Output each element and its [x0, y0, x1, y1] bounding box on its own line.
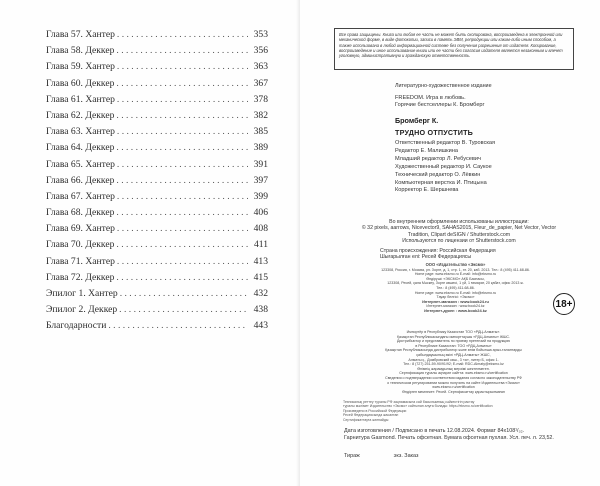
credit-line: Компьютерная верстка И. Птицына — [395, 179, 487, 186]
print-line-2: Гарнитура Gasmond. Печать офсетная. Бумага офсетная пухлая. Усл. печ. л. 23,52. — [344, 434, 554, 441]
distributor-line: в Республике Казахстан: ТОО «РДЦ-Алматы» — [415, 343, 492, 348]
toc-leader-dots — [116, 142, 248, 153]
toc-entry — [46, 239, 268, 255]
distributor-line: о техническом регулировании можно получить на сайте Издательства «Эксмо» — [387, 380, 520, 385]
distributor-line: Өнімнің жарамдылық мерзімі шектелмеген. — [417, 366, 490, 371]
order-label: экз. Заказ — [393, 453, 419, 459]
publisher-line: Home page: www.eksmo.ru E-mail: info@eksmo.ru — [414, 272, 497, 277]
toc-leader-dots — [117, 223, 248, 234]
toc-leader-dots — [119, 304, 248, 315]
toc-entry — [46, 61, 268, 77]
publisher-line: Home page: www.eksmo.ru E-mail: info@eksmo.ru — [414, 290, 497, 295]
toc-entry-page: 363 — [253, 61, 268, 73]
toc-leader-dots — [117, 94, 248, 105]
publisher-line: Өндіруші: «ЭКСМО» АҚБ Баспасы, — [426, 276, 485, 281]
publisher-line: Тауар белгісі: «Эксмо» — [436, 295, 475, 300]
distributor-line: қабылдаушының өкілі «РДЦ-Алматы» ЖШС, — [416, 352, 491, 357]
toc-leader-dots — [116, 207, 248, 218]
distributor-line: www.eksmo.ru/certification — [432, 385, 475, 390]
toc-leader-dots — [116, 78, 248, 89]
toc-leader-dots — [117, 126, 248, 137]
toc-entry-page: 385 — [253, 126, 268, 138]
toc-entry-page: 408 — [253, 223, 268, 235]
toc-entry-page: 391 — [253, 158, 268, 170]
toc-entry — [46, 126, 268, 142]
toc-leader-dots — [108, 320, 248, 331]
print-info — [344, 428, 554, 442]
toc-entry — [46, 29, 268, 45]
credit-line: Технический редактор О. Лёвкин — [395, 171, 481, 178]
illustrations-line-2: © 32 pixels, aarrows, Nicevector9, SAHAS2015, Fleur_de_papier, Net Vector, Vector — [361, 225, 557, 232]
toc-entry — [46, 207, 268, 223]
toc-entry-page: 356 — [253, 45, 268, 57]
toc-entry-label: Глава 65. Хантер — [46, 158, 115, 170]
series-line-1: FREEDOM. Игра в любовь. — [395, 95, 466, 101]
publisher-line: 123308, Ресей, қала Мәскеу, Зорге көшесі, 1 үй, 1 ғимарат, 20 қабат, офис 2013 ж. — [387, 281, 524, 286]
toc-entry — [46, 142, 268, 158]
toc-entry — [46, 159, 268, 175]
credit-line: Младший редактор Л. Ребусевич — [395, 155, 481, 162]
toc-entry-label: Эпилог 1. Хантер — [46, 288, 118, 299]
toc-entry-label: Глава 67. Хантер — [46, 190, 115, 202]
illustrations-line-3: Tradition, Clipart deSIGN / Shutterstock.com — [407, 231, 511, 238]
toc-entry — [46, 94, 268, 110]
toc-entry-label: Глава 70. Деккер — [46, 239, 115, 251]
illustrations-line-1: Во внутреннем оформлении использованы иллюстрации: — [389, 219, 529, 225]
shop-line-1: Интернет-магазин : www.book24.ru — [422, 298, 489, 304]
distributor-line: Алматы қ., Домбровский көш., 3 «а», литер Б, офис 1. — [408, 357, 499, 362]
toc-leader-dots — [117, 159, 248, 170]
toc-entry — [46, 320, 268, 336]
shop-line-2: Интернет-магазин : www.book24.kz — [426, 304, 485, 309]
illustrations-line-4: Используются по лицензии от Shutterstock.com — [402, 237, 516, 244]
toc-entry-page: 443 — [253, 320, 268, 332]
toc-entry-page: 367 — [253, 77, 268, 89]
certification-line: туралы мәлімет Издательство «Эксмо» сайтынан алуға болады: https://eksmo.ru/certification — [343, 404, 493, 409]
toc-entry-page: 378 — [253, 93, 268, 105]
toc-entry-label: Глава 64. Деккер — [46, 142, 115, 154]
distributor-line: Дистрибьютор и представитель по приему претензий на продукцию — [396, 339, 511, 344]
toc-leader-dots — [116, 110, 248, 121]
toc-leader-dots — [116, 239, 248, 250]
certification-line: Произведено в Российской Федерации — [343, 408, 407, 413]
toc-entry-label: Глава 59. Хантер — [46, 61, 115, 73]
certification-line: Сертификаттауға жатпайды — [343, 417, 389, 422]
toc-entry — [46, 45, 268, 61]
toc-entry — [46, 304, 268, 320]
toc-entry-page: 353 — [253, 29, 268, 40]
series-line-2: Горячие бестселлеры К. Бромберг — [395, 102, 485, 108]
country-line-2: Шығарылған елі: Ресей Федерациясы — [380, 254, 472, 261]
age-rating-badge: 18+ — [553, 293, 575, 315]
toc-leader-dots — [117, 61, 248, 72]
table-of-contents — [46, 29, 268, 337]
toc-entry — [46, 223, 268, 239]
credit-line: Ответственный редактор В. Туровская — [395, 140, 496, 146]
distributor-line: Тел.: 8 (727) 251-59-90/91/92; E-mail: RDC-Almaty@eksmo.kz — [403, 362, 504, 367]
toc-entry-label: Глава 62. Деккер — [46, 109, 115, 121]
publisher-line: 123308, Россия, г. Москва, ул. Зорге, д. 1, стр. 1, эт. 20, каб. 2013. Тел.: 8 (495) 411-68-86. — [381, 267, 530, 272]
toc-entry-page: 438 — [253, 304, 268, 316]
toc-entry-label: Глава 58. Деккер — [46, 45, 115, 57]
series-info — [395, 95, 485, 109]
publisher-name: ООО «Издательство «Эксмо» — [425, 262, 486, 267]
left-page — [0, 0, 299, 486]
toc-leader-dots — [120, 288, 248, 299]
toc-entry-label: Глава 71. Хантер — [46, 255, 115, 267]
toc-entry-page: 413 — [253, 255, 268, 267]
credit-line: Корректор Е. Шершнева — [395, 187, 459, 194]
toc-entry — [46, 191, 268, 207]
toc-entry-label: Глава 69. Хантер — [46, 223, 115, 235]
certification-info — [343, 400, 573, 422]
toc-leader-dots — [117, 256, 248, 267]
book-author: Бромберг К. — [395, 116, 439, 125]
toc-entry-label: Глава 63. Хантер — [46, 126, 115, 138]
toc-entry-label: Глава 60. Деккер — [46, 77, 115, 89]
toc-entry-label: Глава 66. Деккер — [46, 174, 115, 186]
distributor-line: Қазақстан Республикасында дистрибьютор және өнім бойынша арыз-талаптарды — [385, 348, 522, 353]
toc-entry-label: Эпилог 2. Деккер — [46, 304, 118, 316]
country-line-1: Страна происхождения: Российская Федерация — [380, 248, 496, 254]
publisher-lines — [363, 268, 548, 300]
toc-entry — [46, 256, 268, 272]
toc-entry — [46, 110, 268, 126]
toc-entry-label: Глава 57. Хантер — [46, 29, 115, 40]
toc-leader-dots — [116, 45, 248, 56]
toc-leader-dots — [117, 29, 248, 40]
book-title: ТРУДНО ОТПУСТИТЬ — [395, 128, 474, 137]
distributor-line: Импортёр в Республику Казахстан ТОО «РДЦ-Алматы». — [406, 330, 501, 334]
toc-entry — [46, 78, 268, 94]
toc-entry-page: 432 — [253, 288, 268, 299]
print-run — [344, 453, 418, 459]
distributor-line: Қазақстан Республикасындағы импорттаушы «РДЦ-Алматы» ЖШС. — [396, 334, 511, 339]
shop-line-3: Интернет-дүкен : www.book24.kz — [424, 307, 487, 313]
credit-line: Художественный редактор И. Саукое — [395, 163, 492, 170]
distributor-line: Сертификация туралы ақпарат сайтта: www.eksmo.ru/certification — [399, 371, 508, 376]
toc-entry-label: Глава 68. Деккер — [46, 207, 115, 219]
toc-leader-dots — [116, 175, 248, 186]
toc-entry-page: 406 — [253, 207, 268, 219]
genre-label: Литературно-художественное издание — [395, 83, 492, 89]
toc-entry-page: 397 — [253, 174, 268, 186]
credit-line: Редактор Е. Малишкина — [395, 147, 458, 154]
publisher-line: Тел.: 8 (495) 411-68-86. — [436, 285, 475, 290]
editorial-credits — [395, 140, 495, 195]
print-run-label: Тираж — [344, 453, 360, 459]
distributor-line: Өндірген мемлекет: Ресей. Сертификаттау қарастырылмаған — [402, 389, 505, 394]
rights-notice: Все права защищены. Книга или любая ее часть не может быть скопирована, воспроизведена в электронной или механической форме, в виде фотокопии, записи в память ЭВМ, репродукции или каким-либо иным способом, а также использована в любой информационной системе без получения разрешения от издателя. Копирование, воспроизведение и иное использование книги или ее части без согласия издателя является незаконным и влечет уголовную, административную и гражданскую ответственность. — [334, 28, 574, 70]
toc-entry — [46, 175, 268, 191]
toc-entry-label: Благодарности — [46, 320, 107, 332]
toc-entry-label: Глава 61. Хантер — [46, 93, 115, 105]
print-line-1: Дата изготовления / Подписано в печать 12.08.2024. Формат 84x108¹/₃₂. — [344, 428, 525, 434]
illustrations-credit — [338, 219, 580, 244]
distributor-info — [351, 330, 556, 394]
certification-line: Ресей Федерациясында жасалған — [343, 413, 399, 418]
toc-entry-page: 411 — [253, 239, 268, 251]
certification-line: Техникалық реттеу туралы РФ заңнамасына сай басылымның сәйкестігін растау — [343, 400, 475, 404]
toc-leader-dots — [116, 272, 248, 283]
toc-entry — [46, 272, 268, 288]
publisher-info — [363, 263, 548, 314]
country-of-origin — [380, 248, 496, 261]
toc-entry-page: 389 — [253, 142, 268, 154]
toc-entry-page: 382 — [253, 109, 268, 121]
toc-entry-page: 399 — [253, 190, 268, 202]
distributor-line: Сведения о подтверждении соответствия издания согласно законодательству РФ — [385, 375, 522, 380]
toc-entry-label: Глава 72. Деккер — [46, 271, 115, 283]
toc-entry-page: 415 — [253, 271, 268, 283]
toc-entry — [46, 288, 268, 304]
toc-leader-dots — [117, 191, 248, 202]
